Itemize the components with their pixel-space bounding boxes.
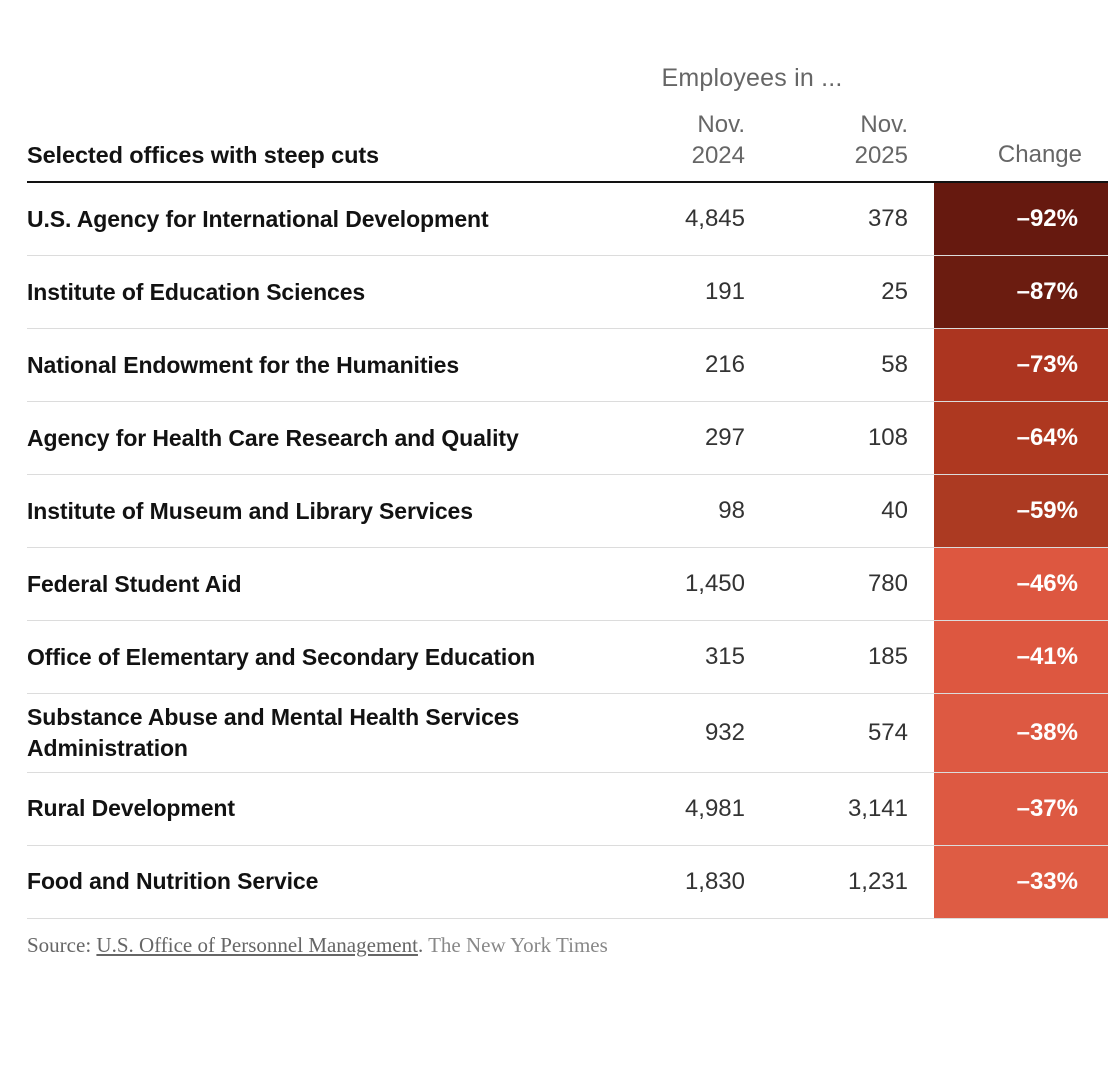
column-header-change: Change xyxy=(997,141,1082,169)
cell-employees-2025: 3,141 xyxy=(847,794,908,822)
cell-employees-2025: 378 xyxy=(867,205,908,233)
column-header-nov-2024-line1: Nov. xyxy=(697,111,745,138)
cell-employees-2024: 216 xyxy=(704,351,745,379)
cell-employees-2025: 40 xyxy=(881,497,908,525)
table-body xyxy=(27,183,1108,918)
source-link[interactable]: U.S. Office of Personnel Management xyxy=(96,932,418,957)
cell-change-value: –46% xyxy=(934,548,1108,620)
table-row xyxy=(27,329,1108,402)
cell-employees-2025: 780 xyxy=(867,570,908,598)
cell-employees-2024: 4,845 xyxy=(684,205,745,233)
table-row xyxy=(27,621,1108,694)
source-prefix: Source: xyxy=(27,932,92,957)
cell-employees-2024: 1,830 xyxy=(684,867,745,895)
cell-office-name: Institute of Education Sciences xyxy=(27,279,366,306)
column-header-nov-2024 xyxy=(625,110,745,171)
table-row xyxy=(27,548,1108,621)
cell-change-value: –59% xyxy=(934,475,1108,547)
table-superheader xyxy=(27,0,1108,110)
cell-employees-2025: 185 xyxy=(867,643,908,671)
data-table xyxy=(27,0,1108,958)
cell-change-value: –64% xyxy=(934,402,1108,474)
cell-change-value: –41% xyxy=(934,621,1108,693)
table-row xyxy=(27,846,1108,919)
cell-employees-2025: 25 xyxy=(881,278,908,306)
column-header-nov-2024-line2: 2024 xyxy=(691,141,745,169)
cell-office-name: Office of Elementary and Secondary Education xyxy=(27,644,536,671)
cell-change-value: –92% xyxy=(934,183,1108,255)
cell-change-value: –37% xyxy=(934,773,1108,845)
cell-change-value: –73% xyxy=(934,329,1108,401)
cell-employees-2024: 1,450 xyxy=(684,570,745,598)
cell-office-name: Food and Nutrition Service xyxy=(27,868,319,895)
table-header-row xyxy=(27,110,1108,181)
cell-office-name: Rural Development xyxy=(27,795,235,822)
cell-employees-2024: 191 xyxy=(704,278,745,306)
column-header-office: Selected offices with steep cuts xyxy=(27,142,380,169)
table-row xyxy=(27,256,1108,329)
cell-employees-2024: 315 xyxy=(704,643,745,671)
table-row xyxy=(27,402,1108,475)
column-header-nov-2025-line1: Nov. xyxy=(860,111,908,138)
cell-employees-2025: 1,231 xyxy=(847,867,908,895)
table-row xyxy=(27,475,1108,548)
table-row xyxy=(27,183,1108,256)
cell-office-name: National Endowment for the Humanities xyxy=(27,352,460,379)
cell-office-name: Institute of Museum and Library Services xyxy=(27,498,473,525)
table-row xyxy=(27,773,1108,846)
cell-office-name: U.S. Agency for International Development xyxy=(27,206,489,233)
cell-change-value: –33% xyxy=(934,846,1108,918)
cell-office-name: Federal Student Aid xyxy=(27,571,242,598)
source-credit: The New York Times xyxy=(428,932,608,957)
cell-employees-2025: 574 xyxy=(867,719,908,747)
cell-change-value: –38% xyxy=(934,694,1108,771)
table-row xyxy=(27,694,1108,772)
cell-office-name: Substance Abuse and Mental Health Services Administration xyxy=(27,704,520,762)
source-note xyxy=(27,933,1108,958)
source-period: . xyxy=(417,932,424,957)
column-header-nov-2025-line2: 2025 xyxy=(854,141,908,169)
cell-employees-2024: 297 xyxy=(704,424,745,452)
cell-employees-2024: 4,981 xyxy=(684,794,745,822)
cell-employees-2025: 58 xyxy=(881,351,908,379)
cell-employees-2025: 108 xyxy=(867,424,908,452)
superheader-label: Employees in ... xyxy=(661,64,843,92)
cell-employees-2024: 932 xyxy=(704,719,745,747)
cell-employees-2024: 98 xyxy=(718,497,745,525)
cell-office-name: Agency for Health Care Research and Quality xyxy=(27,425,519,452)
column-header-nov-2025 xyxy=(788,110,908,171)
cell-change-value: –87% xyxy=(934,256,1108,328)
